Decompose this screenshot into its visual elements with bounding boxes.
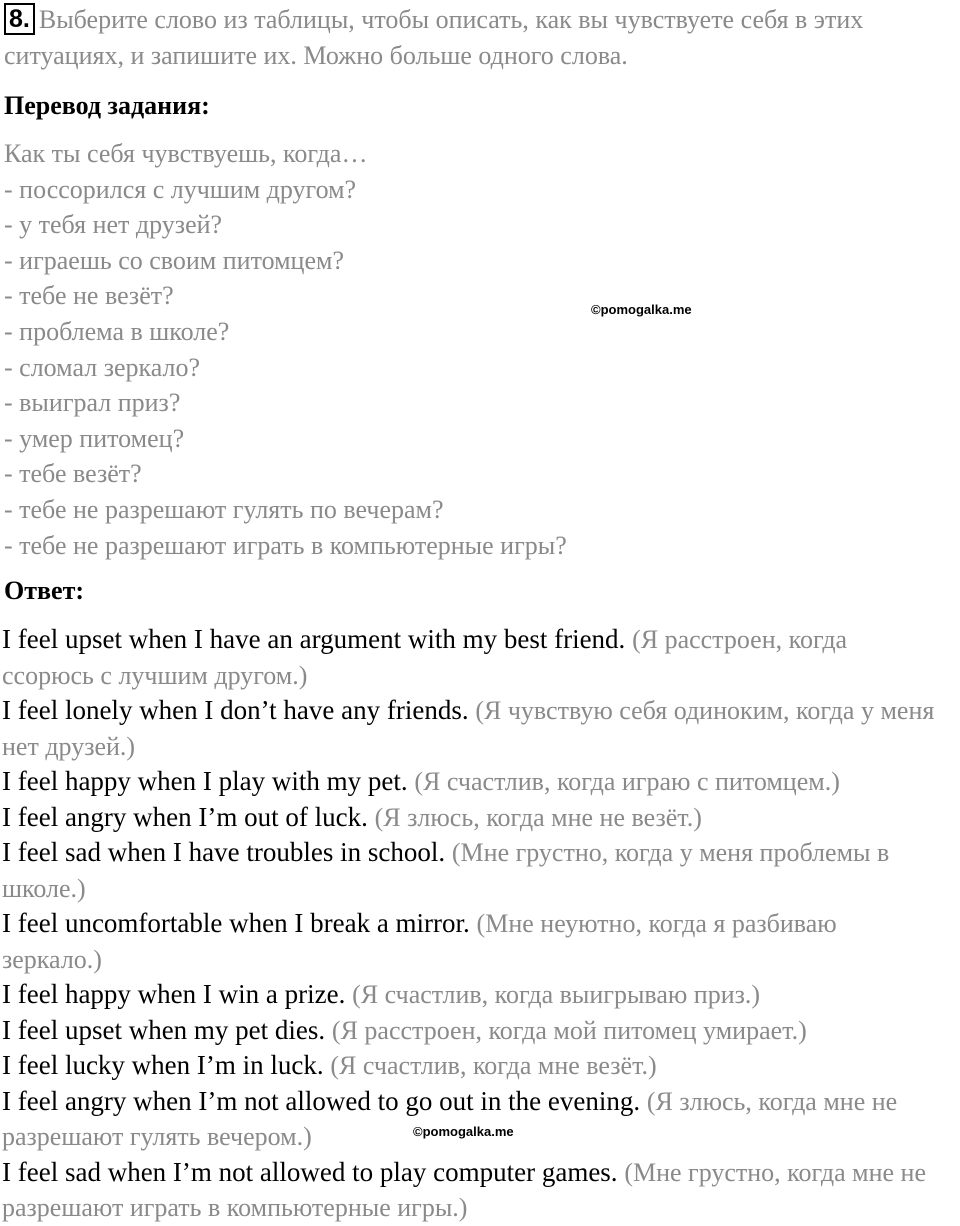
question-item: - проблема в школе?: [4, 316, 230, 346]
answer-item: [2, 977, 942, 1013]
task-number: 8.: [4, 3, 35, 35]
translation-heading: Перевод задания:: [4, 91, 210, 120]
answer-english: I feel angry when I’m out of luck.: [2, 801, 368, 832]
answer-item: [2, 1013, 942, 1049]
question-item: - играешь со своим питомцем?: [4, 245, 344, 275]
watermark: ©pomogalka.me: [413, 1124, 514, 1139]
question-item: - тебе везёт?: [4, 459, 142, 489]
watermark: ©pomogalka.me: [591, 302, 692, 317]
answer-item: [2, 693, 942, 764]
answer-item: [2, 764, 942, 800]
answer-english: I feel sad when I have troubles in school.: [2, 837, 446, 867]
answer-russian: (Я расстроен, когда мой питомец умирает.): [331, 1015, 807, 1045]
question-item: - тебе не разрешают играть в компьютерные игры?: [4, 530, 567, 560]
question-item: - тебе не разрешают гулять по вечерам?: [4, 494, 444, 524]
answer-english: I feel upset when my pet dies.: [2, 1014, 326, 1045]
answer-item: [2, 1084, 942, 1155]
question-item: - тебе не везёт?: [4, 281, 174, 311]
answer-item: [2, 622, 942, 693]
answer-item: [2, 1048, 942, 1084]
task-statement: [4, 2, 956, 74]
answer-russian: (Мне грустно, когда у меня проблемы в школе.): [2, 838, 890, 903]
answer-russian: (Мне неуютно, когда я разбиваю зеркало.): [2, 909, 837, 974]
question-list: [4, 136, 567, 563]
answer-item: [2, 906, 942, 977]
answer-english: I feel lonely when I don’t have any friends.: [2, 695, 469, 725]
answer-russian: (Мне грустно, когда мне не разрешают играть в компьютерные игры.): [2, 1157, 926, 1222]
answer-english: I feel lucky when I’m in luck.: [2, 1050, 324, 1080]
answer-russian: (Я расстроен, когда ссорюсь с лучшим другом.): [2, 625, 848, 690]
answer-russian: (Я чувствую себя одиноким, когда у меня нет друзей.): [2, 696, 935, 761]
answer-item: [2, 800, 942, 836]
answer-english: I feel happy when I win a prize.: [2, 979, 346, 1009]
answer-english: I feel happy when I play with my pet.: [2, 766, 408, 796]
answer-english: I feel angry when I’m not allowed to go out in the evening.: [2, 1085, 641, 1116]
question-item: - сломал зеркало?: [4, 352, 201, 382]
answer-russian: (Я злюсь, когда мне не разрешают гулять вечером.): [2, 1086, 898, 1151]
answer-russian: (Я счастлив, когда играю с питомцем.): [414, 767, 840, 796]
answer-russian: (Я злюсь, когда мне не везёт.): [374, 802, 702, 832]
answer-item: [2, 1155, 942, 1226]
answer-heading: Ответ:: [4, 576, 85, 605]
question-intro: Как ты себя чувствуешь, когда…: [4, 139, 368, 168]
answer-english: I feel sad when I’m not allowed to play computer games.: [2, 1156, 618, 1187]
answer-item: [2, 835, 942, 906]
answer-russian: (Я счастлив, когда мне везёт.): [330, 1051, 657, 1080]
question-item: - у тебя нет друзей?: [4, 210, 223, 240]
question-item: - выиграл приз?: [4, 388, 181, 418]
question-item: - поссорился с лучшим другом?: [4, 174, 357, 204]
answer-russian: (Я счастлив, когда выигрываю приз.): [352, 980, 761, 1009]
answer-english: I feel upset when I have an argument with my best friend.: [2, 624, 626, 654]
question-item: - умер питомец?: [4, 423, 185, 453]
task-text: Выберите слово из таблицы, чтобы описать, как вы чувствуете себя в этих ситуациях, и запишите их. Можно больше одного слова.: [4, 5, 864, 70]
answer-english: I feel uncomfortable when I break a mirror.: [2, 908, 470, 938]
